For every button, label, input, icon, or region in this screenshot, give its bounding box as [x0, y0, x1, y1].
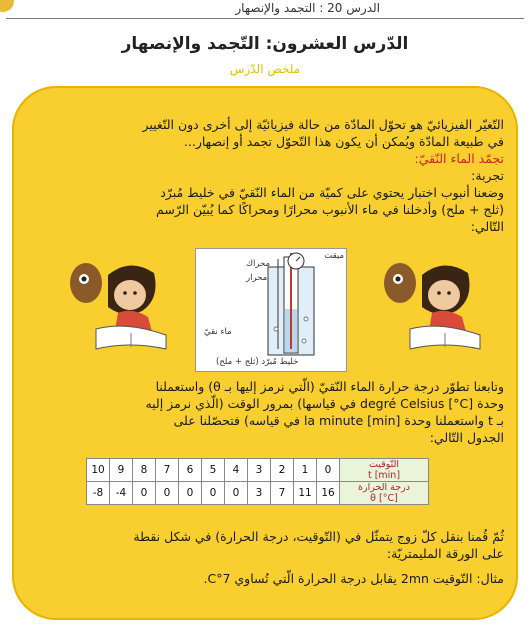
stirrer-label: محراك: [246, 259, 271, 269]
table-cell: -8: [87, 482, 110, 505]
table-cell: 2: [271, 459, 294, 482]
table-cell: 10: [87, 459, 110, 482]
table-cell: 0: [156, 482, 179, 505]
time-header-cell: [340, 459, 429, 482]
mixture-label: خليط مُبرّد (ثلج + ملح): [216, 357, 299, 367]
temp-header-line-2: θ [°C]: [370, 493, 398, 504]
temperature-header-cell: [340, 482, 429, 505]
experiment-heading: تجربة:: [471, 168, 504, 183]
time-header-line-2: t [min]: [367, 470, 401, 481]
child-reading-illustration-right: [370, 255, 490, 360]
time-temperature-table: [86, 458, 429, 505]
summary-title: ملخص الدّرس: [229, 62, 301, 76]
table-cell: 0: [225, 482, 248, 505]
table-cell: 1: [294, 459, 317, 482]
header-rule: [6, 18, 524, 19]
intro-line-2: في طبيعة المادّة ويُمكن أن يكون هذا التّحوّل تجمد أو إنصهار...: [183, 134, 504, 149]
table-cell: 6: [179, 459, 202, 482]
measure-line-1: وتابعنا تطوّر درجة حرارة الماء النّقيّ (الّتي نرمز إليها بـ θ) واستعملنا: [155, 379, 504, 394]
corner-decoration: [0, 0, 14, 12]
experiment-line-1: وضعنا أنبوب اختبار يحتوي على كميّة من الماء النّقيّ في خليط مُبرّد: [160, 185, 504, 200]
time-header-line-1: التّوقيت: [368, 459, 400, 470]
example-line: مثال: التّوقيت 2mn يقابل درجة الحرارة الّتي تُساوي 7°C.: [203, 571, 504, 586]
intro-paragraph: [54, 116, 504, 235]
table-cell: 7: [271, 482, 294, 505]
table-cell: -4: [110, 482, 133, 505]
measure-line-2: وحدة degré Celsius [°C] في قياسها) بمرور الوقت (الّذي نرمز إليه: [145, 396, 504, 411]
apparatus-drawing: [196, 249, 346, 371]
table-cell: 0: [179, 482, 202, 505]
table-cell: 0: [133, 482, 156, 505]
timer-label: ميقت: [324, 251, 344, 261]
table-cell: 7: [156, 459, 179, 482]
table-row: [87, 482, 429, 505]
table-cell: 5: [202, 459, 225, 482]
table-cell: 9: [110, 459, 133, 482]
plot-line-1: ثُمّ قُمنا بنقل كلّ زوج يتمثّل في (التّوقيت، درجة الحرارة) في شكل نقطة: [133, 529, 504, 544]
table-cell: 0: [202, 482, 225, 505]
freeze-heading: تجمّد الماء النّقيّ:: [414, 151, 504, 166]
lesson-title: الدّرس العشرون: التّجمد والإنصهار: [121, 34, 409, 54]
measure-line-3: بـ t واستعملنا وحدة la minute [min] في قياسه) فتحصّلنا على: [173, 413, 504, 428]
table-cell: 3: [248, 482, 271, 505]
temp-header-line-1: درجة الحرارة: [358, 482, 410, 493]
measurement-paragraph: [54, 378, 504, 446]
water-label: ماء نقيّ: [204, 327, 232, 337]
header-title: الدرس 20 : التجمد والإنصهار: [235, 1, 380, 15]
table-cell: 3: [248, 459, 271, 482]
page-header: [0, 0, 530, 22]
plot-line-2: على الورقة المليمتريّة:: [386, 546, 504, 561]
table-cell: 4: [225, 459, 248, 482]
child-reading-illustration-left: [56, 255, 176, 360]
table-cell: 8: [133, 459, 156, 482]
table-row: [87, 459, 429, 482]
table-cell: 16: [317, 482, 340, 505]
measure-line-4: الجدول التّالي:: [429, 430, 504, 445]
plotting-paragraph: [54, 528, 504, 587]
table-cell: 0: [317, 459, 340, 482]
intro-line-1: التّغيّر الفيزيائيّ هو تحوّل المادّة من حالة فيزيائيّة إلى أخرى دون التّغيير: [142, 117, 504, 132]
experiment-line-2: (ثلج + ملح) وأدخلنا في ماء الأنبوب محرارًا ومحراكًا كما يُبيّن الرّسم: [156, 202, 504, 217]
table-cell: 11: [294, 482, 317, 505]
thermometer-label: محرار: [246, 273, 268, 283]
experiment-diagram: [195, 248, 347, 372]
experiment-line-3: التّالي:: [470, 219, 504, 234]
